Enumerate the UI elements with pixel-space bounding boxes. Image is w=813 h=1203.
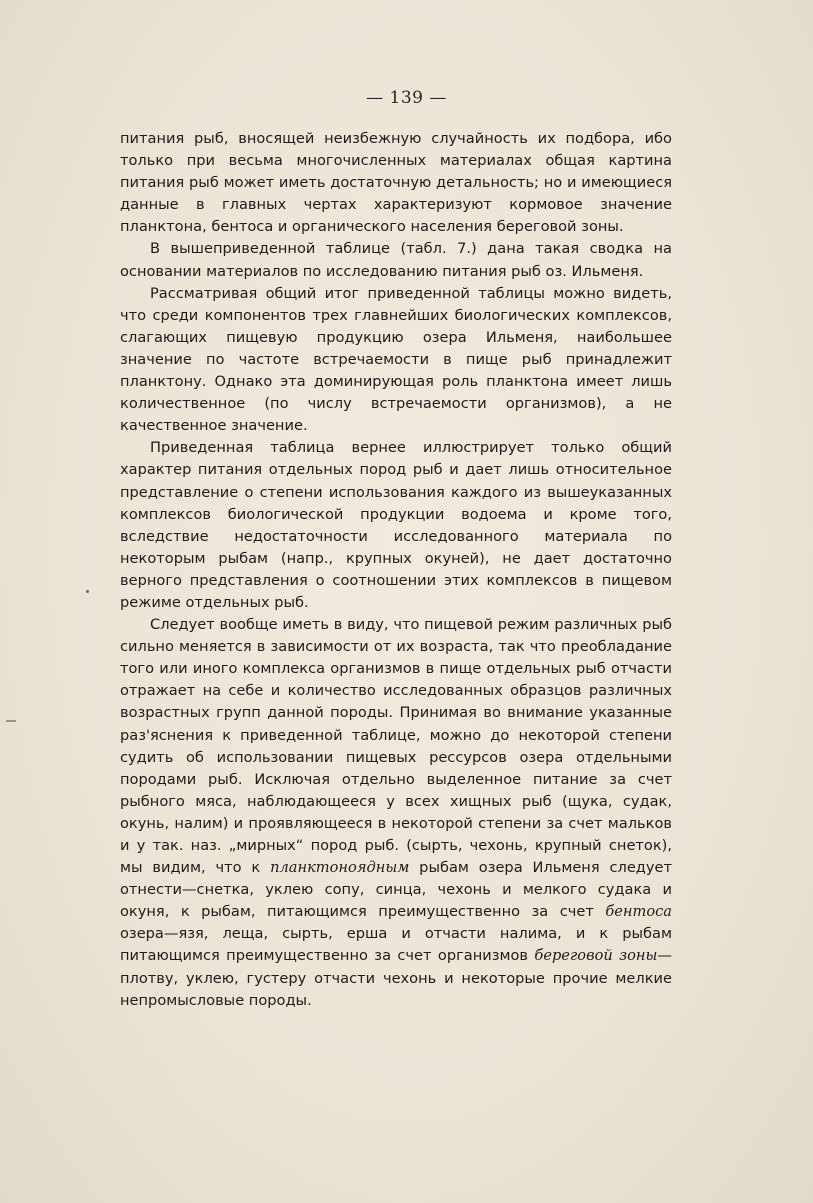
paragraph-5-text-mid-1: рыбам озера Ильменя следует отнести—снетка, уклею сопу, синца, чехонь и мелкого судака и окуня, к рыбам, питающимся преимущественно за счет [120, 859, 673, 921]
page-body-text [120, 128, 672, 1012]
paragraph-3: Рассматривая общий итог приведенной таблицы можно видеть, что среди компонентов трех главнейших биологических комплексов, слагающих пищевую продукцию озера Ильменя, наибольшее значение по частоте встречаемости в пище рыб принадлежит планктону. Однако эта доминирующая роль планктона имеет лишь количественное (по числу встречаемости организмов), а не качественное значение. [120, 284, 672, 435]
italic-term-benthos: бентоса [605, 903, 672, 921]
paragraph-4: Приведенная таблица вернее иллюстрирует только общий характер питания отдельных пород рыб и дает лишь относительное представление о степени использования каждого из вышеуказанных комплексов биологической продукции водоема и кроме того, вследствие недостаточности исследованного материала по некоторым рыбам (напр., крупных окуней), не дает достаточно верного представления о соотношении этих комплексов в пищевом режиме отдельных рыб. [120, 439, 672, 611]
margin-mark [6, 720, 16, 722]
paragraph-5-text-start: Следует вообще иметь в виду, что пищевой режим различных рыб сильно меняется в зависимости от их возраста, так что преобладание того или иного комплекса организмов в пище отдельных рыб отчасти отражает на себе и количество исследованных образцов различных возрастных групп данной породы. Принимая во внимание указанные раз'яснения к приведенной таблице, можно до некоторой степени судить об использовании пищевых рессурсов озера отдельными породами рыб. Исключая отдельно выделенное питание за счет рыбного мяса, наблюдающееся у всех хищных рыб (щука, судак, окунь, налим) и проявляющееся в некоторой степени за счет мальков и у так. наз. „мирных“ пород рыб. (сырть, чехонь, крупный снеток), мы видим, что к [120, 616, 672, 877]
italic-term-littoral-zone: береговой зоны [534, 947, 658, 965]
paragraph-5 [120, 614, 672, 1012]
paragraph-5-text-mid-2: озера—язя, леща, сырть, ерша и отчасти налима, и к рыбам питающимся преимущественно за счет организмов [120, 925, 672, 965]
paragraph-5-text-end: —плотву, уклею, густеру отчасти чехонь и некоторые прочие мелкие непромысловые породы. [120, 947, 672, 1009]
paragraph-2: В вышеприведенной таблице (табл. 7.) дана такая сводка на основании материалов по исследованию питания рыб оз. Ильменя. [120, 240, 672, 280]
paper-speck [86, 590, 89, 593]
page-number: — 139 — [366, 88, 447, 108]
italic-term-planktivorous: планктоноядным [270, 859, 410, 877]
paragraph-1: питания рыб, вносящей неизбежную случайность их подбора, ибо только при весьма многочисленных материалах общая картина питания рыб может иметь достаточную детальность; но и имеющиеся данные в главных чертах характеризуют кормовое значение планктона, бентоса и органического населения береговой зоны. [120, 130, 672, 236]
